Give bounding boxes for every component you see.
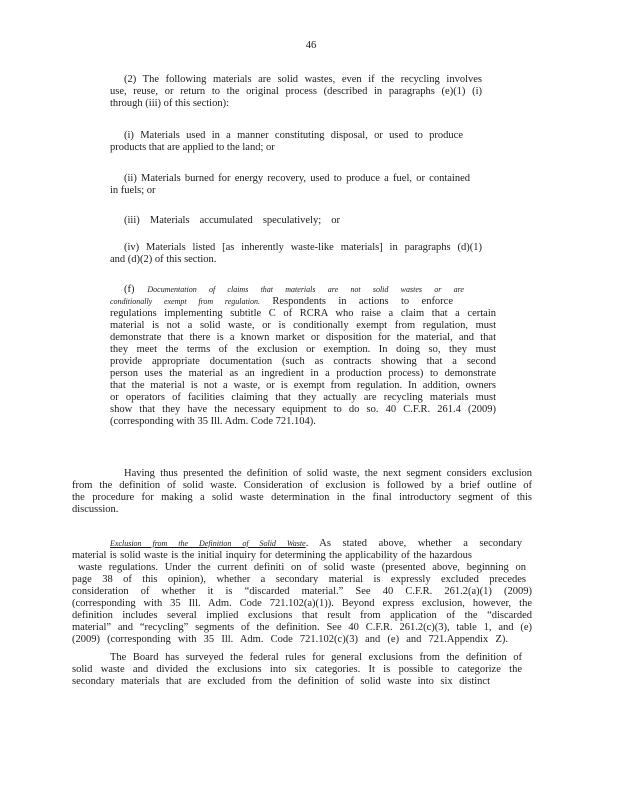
paragraph-2-cont <box>110 86 482 110</box>
text-line: (corresponding with 35 Ill. Adm. Code 721.104). <box>110 416 316 427</box>
text-line: from the definition of solid waste. Consideration of exclusion is followed by a brief outline of <box>72 480 532 491</box>
text-line: Having thus presented the definition of solid waste, the next segment considers exclusion <box>124 468 532 479</box>
item-i <box>124 130 463 142</box>
text-line: (2009) (corresponding with 35 Ill. Adm. Code 721.102(c)(3) and (e) and 721.Appendix Z). <box>72 634 508 645</box>
text-line: the procedure for making a solid waste determination in the final introductory segment of this <box>72 492 532 503</box>
text-line: material” and “recycling” segments of the definition. See 40 C.F.R. 261.2(c)(3), table 1, and (e) <box>72 622 532 633</box>
paragraph-board-cont <box>72 664 522 688</box>
text-line: that the material is not a waste, or is exempt from regulation. In addition, owners <box>110 380 496 391</box>
text-line <box>110 538 522 550</box>
paragraph-f-body <box>110 308 496 428</box>
text-line: and (d)(2) of this section. <box>110 254 217 265</box>
paragraph-f-italic-heading: Documentation of claims that materials are not solid wastes or are <box>147 285 464 294</box>
text-line: products that are applied to the land; or <box>110 142 275 153</box>
text-line: person uses the material as an ingredient in a production process) to demonstrate <box>110 368 496 379</box>
text-line: page 38 of this opinion), whether a secondary material is expressly excluded precedes <box>72 574 526 585</box>
text-line: they meet the terms of the exclusion or exemption. In doing so, they must <box>110 344 496 355</box>
section-heading: Exclusion from the Definition of Solid Waste <box>110 539 306 548</box>
section-heading-rest: . As stated above, whether a secondary <box>305 538 522 549</box>
text-line: (i) Materials used in a manner constituting disposal, or used to produce <box>124 130 463 141</box>
text-line: waste regulations. Under the current definiti on of solid waste (presented above, beginning on <box>78 562 526 573</box>
item-ii-cont <box>110 185 156 197</box>
item-iii <box>124 215 340 227</box>
text-line: use, reuse, or return to the original process (described in paragraphs (e)(1) (i) <box>110 86 482 97</box>
item-iv <box>124 242 482 254</box>
text-line: secondary materials that are excluded from the definition of solid waste into six distinct <box>72 676 490 687</box>
paragraph-2 <box>124 74 482 86</box>
paragraph-f-label: (f) <box>124 284 148 295</box>
text-line <box>110 296 453 308</box>
paragraph-exclusion-body <box>72 550 532 646</box>
text-line: definition includes several implied exclusions that result from application of the “discarded <box>72 610 532 621</box>
text-line: (iv) Materials listed [as inherently waste-like materials] in paragraphs (d)(1) <box>124 242 482 253</box>
text-line: (iii) Materials accumulated speculatively; or <box>124 215 340 226</box>
text-line: in fuels; or <box>110 185 156 196</box>
paragraph-board <box>110 652 522 664</box>
text-line: solid waste and divided the exclusions into six categories. It is possible to categorize the <box>72 664 522 675</box>
text-line: (ii) Materials burned for energy recovery, used to produce a fuel, or contained <box>124 173 470 184</box>
text-line <box>124 284 464 296</box>
paragraph-f-heading-rest: Respondents in actions to enforce <box>259 296 454 307</box>
page-number: 46 <box>305 40 317 51</box>
paragraph-exclusion-heading <box>110 538 522 550</box>
text-line: The Board has surveyed the federal rules for general exclusions from the definition of <box>110 652 522 663</box>
text-line: material is not a solid waste, or is conditionally exempt from regulation, must <box>110 320 496 331</box>
paragraph-f-heading <box>124 284 464 296</box>
paragraph-having-cont <box>72 480 532 516</box>
text-line: show that they have the necessary equipment to do so. 40 C.F.R. 261.4 (2009) <box>110 404 496 415</box>
text-line: provide appropriate documentation (such as contracts showing that a second <box>110 356 496 367</box>
text-line: material is solid waste is the initial inquiry for determining the applicability of the hazardous <box>72 550 472 561</box>
text-line: discussion. <box>72 504 119 515</box>
text-line: demonstrate that there is a known market or disposition for the material, and that <box>110 332 496 343</box>
text-line: (2) The following materials are solid wastes, even if the recycling involves <box>124 74 482 85</box>
item-iv-cont <box>110 254 216 266</box>
item-ii <box>124 173 470 185</box>
text-line: regulations implementing subtitle C of RCRA who raise a claim that a certain <box>110 308 496 319</box>
item-i-cont <box>110 142 275 154</box>
paragraph-f-heading-2 <box>110 296 453 308</box>
paragraph-having <box>110 468 532 480</box>
text-line: (corresponding with 35 Ill. Adm. Code 721.102(a)(1)). Beyond express exclusion, however, the <box>72 598 532 609</box>
text-line: through (iii) of this section): <box>110 98 229 109</box>
text-line: consideration of whether it is “discarded material.” See 40 C.F.R. 261.2(a)(1) (2009) <box>72 586 532 597</box>
text-line: or operators of facilities claiming that they actually are recycling materials must <box>110 392 496 403</box>
paragraph-f-italic-heading-cont: conditionally exempt from regulation. <box>110 297 260 306</box>
